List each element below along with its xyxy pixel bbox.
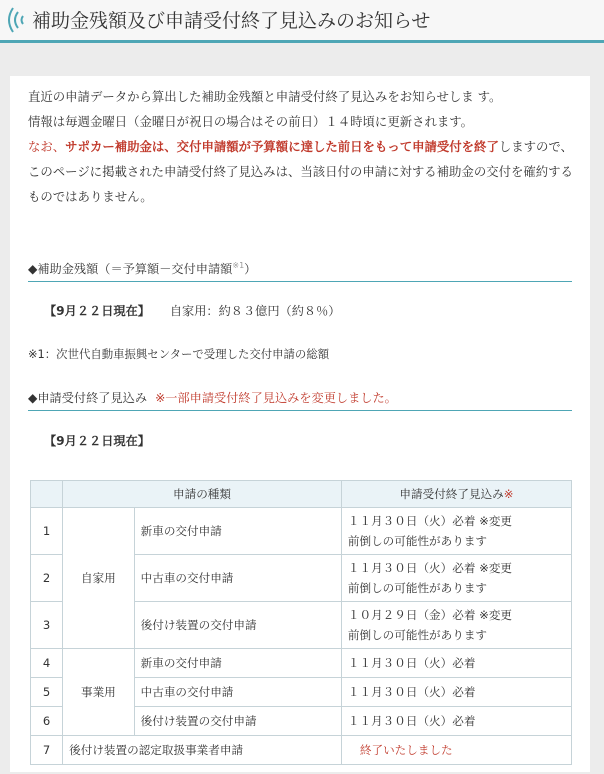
row-kind: 後付け装置の交付申請 xyxy=(134,602,341,649)
table-header-deadline-label: 申請受付終了見込み xyxy=(399,487,504,501)
deadline-heading xyxy=(28,389,572,411)
deadline-date: 【9月２２日現在】 xyxy=(44,434,150,448)
table-row xyxy=(31,649,572,678)
row-kind: 中古車の交付申請 xyxy=(134,555,341,602)
row-number: 5 xyxy=(31,678,63,707)
deadline-notice: ※一部申請受付終了見込みを変更しました。 xyxy=(155,391,397,405)
row-number: 7 xyxy=(31,736,63,765)
table-header-deadline xyxy=(341,481,571,508)
notice-card xyxy=(10,76,590,772)
row-kind: 後付け装置の交付申請 xyxy=(134,707,341,736)
intro-p3-post: しますので、このページに掲載された申請受付終了見込みは、当該日付の申請に対する補助金の交付を確約するものではありません。 xyxy=(28,139,573,204)
row-deadline: １１月３０日（火）必着 xyxy=(341,678,571,707)
balance-heading-text: ◆補助金残額（＝予算額－交付申請額 xyxy=(28,262,233,276)
table-header-row xyxy=(31,481,572,508)
row-deadline xyxy=(341,602,571,649)
row-kind: 後付け装置の認定取扱事業者申請 xyxy=(63,736,342,765)
intro-text xyxy=(28,84,576,209)
row-kind: 新車の交付申請 xyxy=(134,649,341,678)
table-header-mark: ※ xyxy=(503,487,514,501)
row-number: 4 xyxy=(31,649,63,678)
group-private: 自家用 xyxy=(63,508,135,649)
row-deadline: １１月３０日（火）必着 xyxy=(341,649,571,678)
page-header xyxy=(0,0,604,43)
row-kind: 新車の交付申請 xyxy=(134,508,341,555)
balance-footnote: ※1：次世代自動車振興センターで受理した交付申請の総額 xyxy=(28,347,330,361)
deadline-line1: １０月２９日（金）必着 ※変更 xyxy=(347,608,513,622)
intro-p2: 情報は毎週金曜日（金曜日が祝日の場合はその前日）１４時頃に更新されます。 xyxy=(28,114,474,129)
row-number: 2 xyxy=(31,555,63,602)
deadline-line1: １１月３０日（火）必着 ※変更 xyxy=(347,561,513,575)
balance-heading-close: ） xyxy=(244,262,257,276)
row-number: 6 xyxy=(31,707,63,736)
page-title: 補助金残額及び申請受付終了見込みのお知らせ xyxy=(32,10,431,32)
deadline-line1: １１月３０日（火）必着 ※変更 xyxy=(347,514,513,528)
row-deadline xyxy=(341,508,571,555)
deadline-line2: 前倒しの可能性があります xyxy=(347,628,488,642)
row-number: 1 xyxy=(31,508,63,555)
table-header-blank xyxy=(31,481,63,508)
balance-value: 自家用：約８３億円（約８％） xyxy=(169,304,341,318)
row-kind: 中古車の交付申請 xyxy=(134,678,341,707)
deadline-line2: 前倒しの可能性があります xyxy=(347,581,488,595)
balance-date: 【9月２２日現在】 xyxy=(44,304,150,318)
row-deadline: 終了いたしました xyxy=(341,736,571,765)
balance-heading-sup: ※1 xyxy=(232,260,245,270)
row-deadline: １１月３０日（火）必着 xyxy=(341,707,571,736)
group-business: 事業用 xyxy=(63,649,135,736)
balance-line xyxy=(44,302,340,319)
balance-heading xyxy=(28,260,572,282)
deadline-line2: 前倒しの可能性があります xyxy=(347,534,488,548)
signal-wave-icon xyxy=(4,6,30,34)
row-number: 3 xyxy=(31,602,63,649)
intro-p1: 直近の申請データから算出した補助金残額と申請受付終了見込みをお知らせしま す。 xyxy=(28,89,502,104)
table-header-kind: 申請の種類 xyxy=(63,481,342,508)
table-row xyxy=(31,508,572,555)
intro-p3 xyxy=(28,134,576,209)
deadline-table xyxy=(30,480,572,765)
intro-p3-emphasis: サポカー補助金は、交付申請額が予算額に達した前日をもって申請受付を終了 xyxy=(65,139,499,154)
table-row xyxy=(31,736,572,765)
intro-p3-pre: なお、 xyxy=(28,139,66,154)
deadline-heading-text: ◆申請受付終了見込み xyxy=(28,391,148,405)
row-deadline xyxy=(341,555,571,602)
